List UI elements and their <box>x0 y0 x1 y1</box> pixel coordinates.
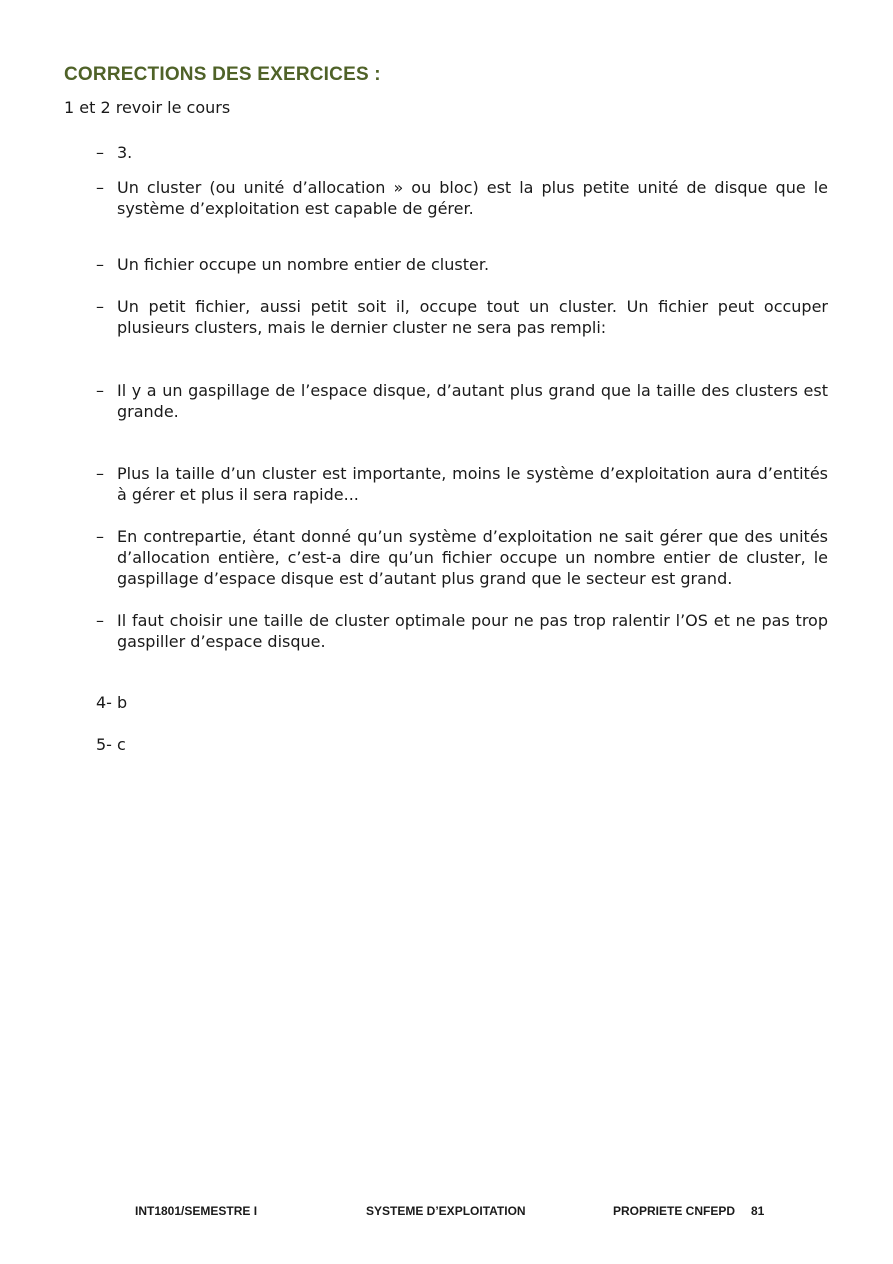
bullet-dash: – <box>96 611 104 630</box>
list-item <box>96 177 828 219</box>
bullet-dash: – <box>96 143 104 162</box>
list-item <box>96 380 828 422</box>
bullet-dash: – <box>96 178 104 197</box>
bullet-dash: – <box>96 297 104 316</box>
bullet-dash: – <box>96 464 104 483</box>
list-item <box>96 142 828 163</box>
list-item <box>96 254 828 275</box>
footer-page-number: 81 <box>751 1204 765 1218</box>
list-item-text: Il faut choisir une taille de cluster optimale pour ne pas trop ralentir l’OS et ne pas trop gaspiller d’espace disque. <box>117 611 828 651</box>
list-item-text: Un fichier occupe un nombre entier de cluster. <box>117 255 490 274</box>
page-title: CORRECTIONS DES EXERCICES : <box>64 64 381 85</box>
footer-owner: PROPRIETE CNFEPD <box>613 1204 736 1218</box>
list-item-text: Un petit fichier, aussi petit soit il, occupe tout un cluster. Un fichier peut occuper plusieurs clusters, mais le dernier cluster ne sera pas rempli: <box>117 297 828 337</box>
answer-5: 5- c <box>96 735 126 754</box>
list-item <box>96 526 828 589</box>
list-item-text: En contrepartie, étant donné qu’un système d’exploitation ne sait gérer que des unités d’allocation entière, c’est-a dire qu’un fichier occupe un nombre entier de cluster, le gaspillage d’espace disque est d’autant plus grand que le secteur est grand. <box>117 527 828 588</box>
list-item <box>96 296 828 338</box>
list-item <box>96 610 828 652</box>
bullet-dash: – <box>96 381 104 400</box>
footer-course-code: INT1801/SEMESTRE I <box>135 1204 258 1218</box>
bullet-dash: – <box>96 527 104 546</box>
list-item-text: Plus la taille d’un cluster est importante, moins le système d’exploitation aura d’entités à gérer et plus il sera rapide... <box>117 464 828 504</box>
footer-subject: SYSTEME D’EXPLOITATION <box>366 1204 526 1218</box>
list-item-text: Un cluster (ou unité d’allocation » ou bloc) est la plus petite unité de disque que le système d’exploitation est capable de gérer. <box>117 178 828 218</box>
list-item-text: 3. <box>117 143 133 162</box>
intro-text: 1 et 2 revoir le cours <box>64 98 231 117</box>
list-item <box>96 463 828 505</box>
bullet-dash: – <box>96 255 104 274</box>
list-item-text: Il y a un gaspillage de l’espace disque, d’autant plus grand que la taille des clusters est grande. <box>117 381 828 421</box>
answer-4: 4- b <box>96 693 128 712</box>
